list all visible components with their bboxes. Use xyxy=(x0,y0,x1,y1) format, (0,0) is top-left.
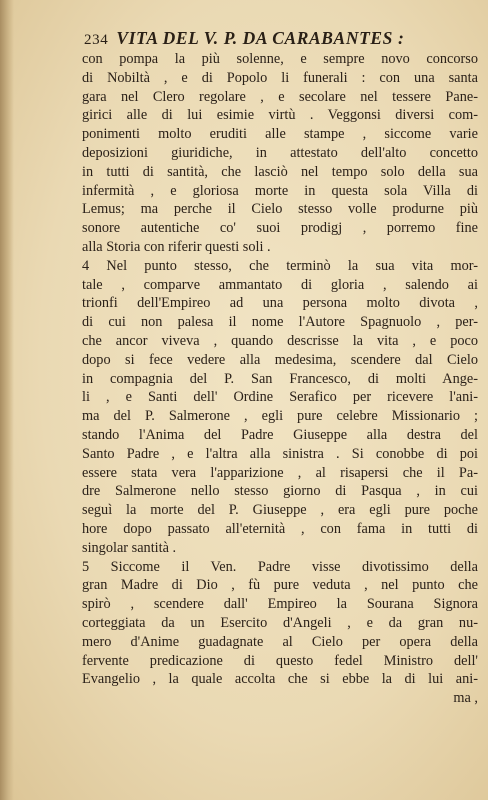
text-line: li , e Santi dell' Ordine Serafico per ricevere l'ani- xyxy=(82,389,478,406)
text-line: 4 Nel punto stesso, che terminò la sua vita mor- xyxy=(82,257,478,274)
text-line: sonore autentiche co' suoi prodigj , porremo fine xyxy=(82,220,478,237)
text-line: con pompa la più solenne, e sempre novo concorso xyxy=(82,51,478,67)
text-line: girici alle di lui esimie virtù . Veggonsi diversi com- xyxy=(82,107,478,124)
text-line: Lemus; ma perche il Cielo stesso volle produrne più xyxy=(82,201,478,218)
text-line: singolar santità . xyxy=(82,539,177,556)
text-line: essere stata vera l'apparizione , al risapersi che il Pa- xyxy=(82,464,478,481)
text-line: di cui non palesa il nome l'Autore Spagnuolo , per- xyxy=(82,314,478,331)
text-line: ponimenti molto eruditi alle stampe , siccome varie xyxy=(82,126,478,143)
text-line: ma , xyxy=(453,690,478,707)
text-line: Santo Padre , e l'altra alla sinistra . Si conobbe di poi xyxy=(82,445,478,462)
running-header xyxy=(84,26,474,50)
text-line: fervente predicazione di questo fedel Ministro dell' xyxy=(82,652,478,669)
text-line: gara nel Clero regolare , e secolare nel tessere Pane- xyxy=(82,88,478,105)
text-line: tale , comparve ammantato di gloria , salendo ai xyxy=(82,276,478,293)
text-line: di Nobiltà , e di Popolo li funerali : con una santa xyxy=(82,69,478,86)
text-line: dopo si fece vedere alla medesima, scendere dal Cielo xyxy=(82,351,478,368)
text-line: alla Storia con riferir questi soli . xyxy=(82,238,271,255)
text-line: deposizioni giuridiche, in attestato dell'alto concetto xyxy=(82,144,478,161)
text-line: seguì la morte del P. Giuseppe , era egli pure poche xyxy=(82,502,478,519)
text-line: Evangelio , la quale accolta che si ebbe la di lui ani- xyxy=(82,671,478,688)
text-line: ma del P. Salmerone , egli pure celebre Missionario ; xyxy=(82,408,478,425)
body-text xyxy=(82,50,478,708)
text-line: dre Salmerone nello stesso giorno di Pasqua , in cui xyxy=(82,483,478,500)
text-line: 5 Siccome il Ven. Padre visse divotissimo della xyxy=(82,558,478,575)
text-line: mero d'Anime guadagnate al Cielo per opera della xyxy=(82,633,478,650)
running-title: VITA DEL V. P. DA CARABANTES : xyxy=(116,28,405,48)
text-line: spirò , scendere dall' Empireo la Sourana Signora xyxy=(82,596,478,613)
text-line: infermità , e gloriosa morte in questa sola Villa di xyxy=(82,182,478,199)
page-gutter-shadow xyxy=(0,0,14,800)
text-line: hore dopo passato all'eternità , con fama in tutti di xyxy=(82,520,478,537)
text-line: stando l'Anima del Padre Giuseppe alla destra del xyxy=(82,426,478,443)
page-number: 234 xyxy=(84,32,109,48)
text-line: corteggiata da un Esercito d'Angeli , e da gran nu- xyxy=(82,614,478,631)
text-line: trionfi dell'Empireo ad una persona molto divota , xyxy=(82,295,478,312)
text-line: gran Madre di Dio , fù pure veduta , nel punto che xyxy=(82,577,478,594)
text-line: che ancor viveva , quando descrisse la vita , e poco xyxy=(82,332,478,349)
text-line: in compagnia del P. San Francesco, di molti Ange- xyxy=(82,370,478,387)
text-line: in tutti di santità, che lasciò nel tempo solo della sua xyxy=(82,163,478,180)
